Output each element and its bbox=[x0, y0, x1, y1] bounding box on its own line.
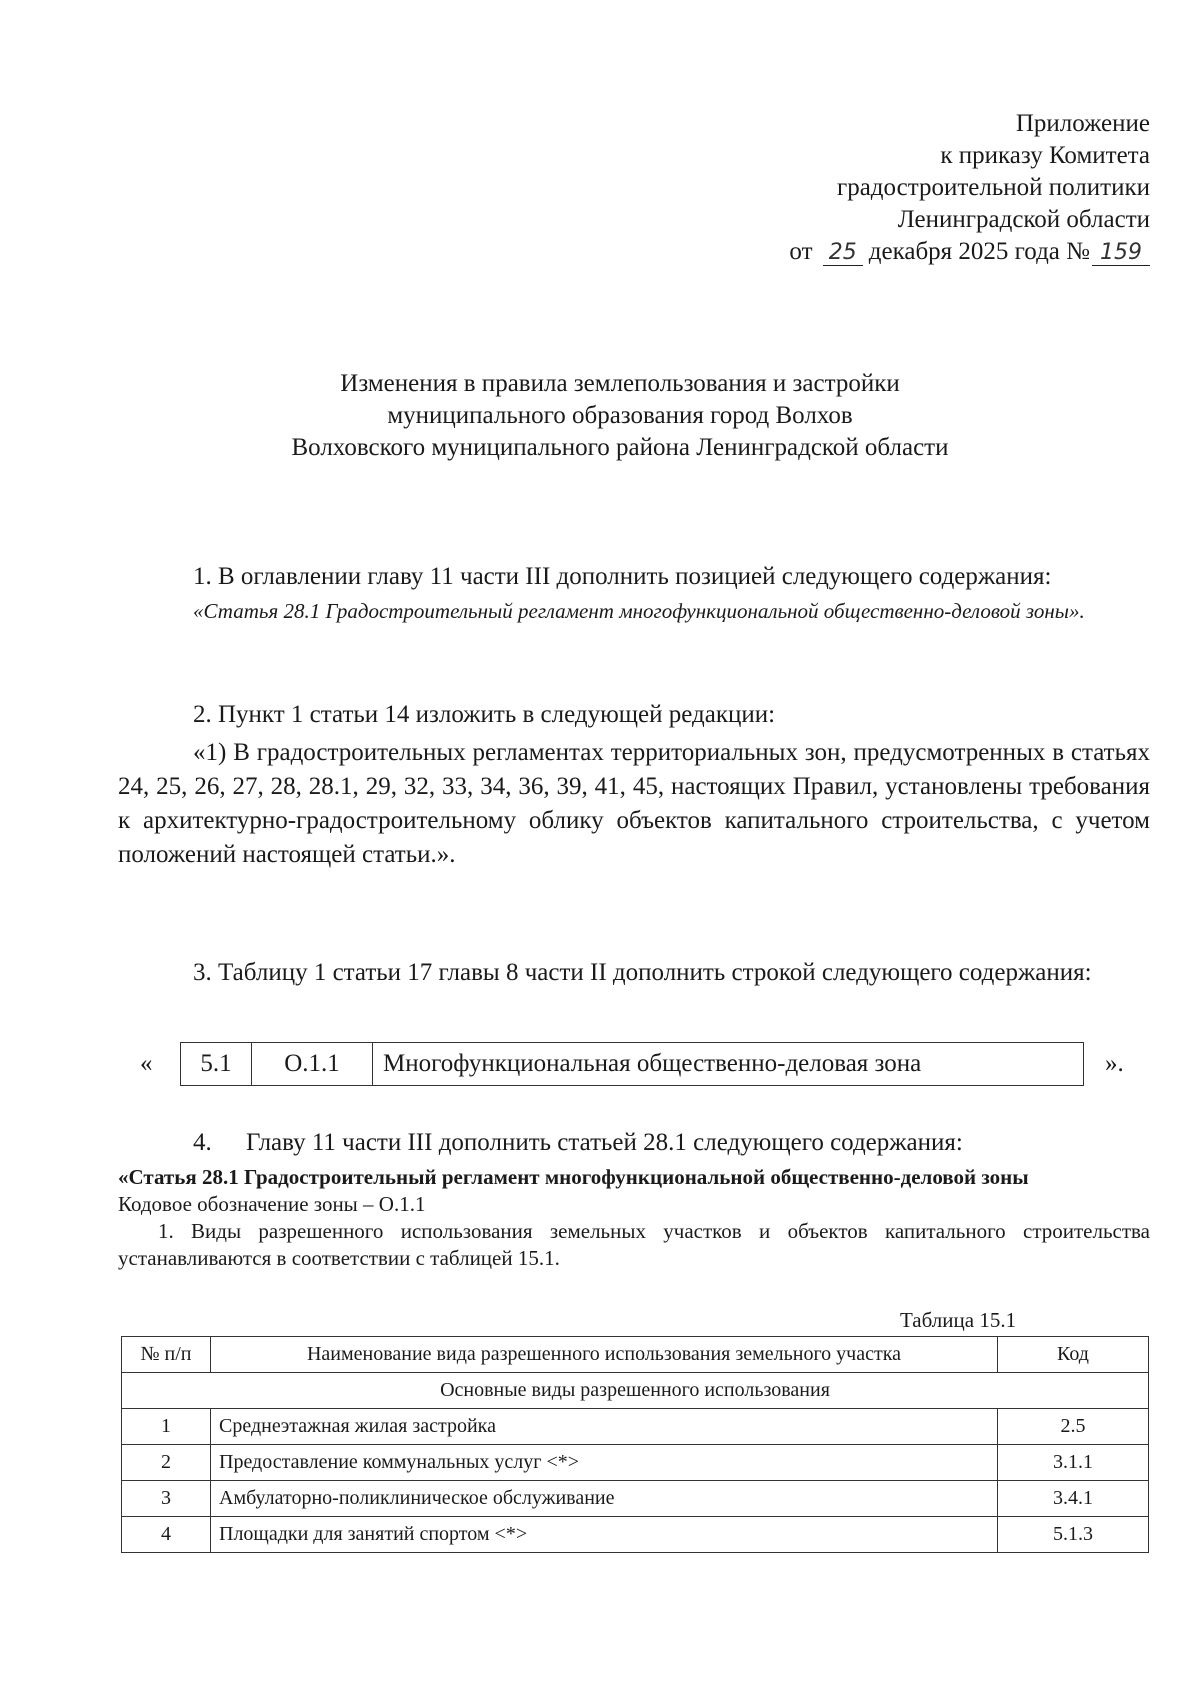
table-row bbox=[122, 1445, 1149, 1481]
header-line: градостроительной политики bbox=[836, 174, 1150, 201]
item-1-text: 1. В оглавлении главу 11 части III дополнить позицией следующего содержания: bbox=[193, 563, 1052, 590]
date-prefix: от bbox=[789, 238, 813, 265]
row-code: 3.4.1 bbox=[998, 1481, 1149, 1517]
zone-row-name: Многофункциональная общественно-деловая зона bbox=[373, 1043, 1084, 1086]
row-num: 3 bbox=[122, 1481, 211, 1517]
approval-header bbox=[789, 108, 1150, 268]
article-block bbox=[118, 1164, 1150, 1272]
item-1-quote: «Статья 28.1 Градостроительный регламент многофункциональной общественно-деловой зоны». bbox=[193, 599, 1085, 623]
item-4-line bbox=[118, 1126, 1150, 1160]
item-4 bbox=[118, 1126, 1150, 1160]
row-name: Площадки для занятий спортом <*> bbox=[211, 1517, 998, 1553]
quote-open: « bbox=[140, 1050, 153, 1077]
handwritten-day: 25 bbox=[823, 241, 863, 266]
header-line: Ленинградской области bbox=[897, 206, 1150, 233]
zone-row-insert bbox=[140, 1042, 1140, 1086]
table-section-row bbox=[122, 1373, 1149, 1409]
item-4-number: 4. bbox=[193, 1129, 212, 1156]
row-name: Среднеэтажная жилая застройка bbox=[211, 1409, 998, 1445]
row-name: Предоставление коммунальных услуг <*> bbox=[211, 1445, 998, 1481]
row-num: 1 bbox=[122, 1409, 211, 1445]
item-3-text: 3. Таблицу 1 статьи 17 главы 8 части II дополнить строкой следующего содержания: bbox=[193, 959, 1092, 986]
column-header: Код bbox=[998, 1337, 1149, 1373]
handwritten-order-number: 159 bbox=[1092, 241, 1150, 266]
table-row bbox=[122, 1409, 1149, 1445]
article-point-1: 1. Виды разрешенного использования земельных участков и объектов капитального строительства устанавливаются в соответствии с таблицей 15.1. bbox=[118, 1219, 1150, 1270]
header-line: к приказу Комитета bbox=[940, 142, 1150, 169]
row-num: 2 bbox=[122, 1445, 211, 1481]
title-line: муниципального образования город Волхов bbox=[387, 402, 853, 429]
zone-row-code: О.1.1 bbox=[252, 1043, 373, 1086]
item-2 bbox=[118, 698, 1150, 872]
document-title bbox=[240, 368, 1000, 464]
item-3 bbox=[118, 956, 1150, 990]
table-row bbox=[122, 1481, 1149, 1517]
item-1 bbox=[118, 560, 1150, 628]
article-title: «Статья 28.1 Градостроительный регламент многофункциональной общественно-деловой зоны bbox=[118, 1165, 1029, 1189]
header-date-line bbox=[789, 236, 1150, 268]
table-header-row bbox=[122, 1337, 1149, 1373]
zone-row-table bbox=[180, 1042, 1084, 1086]
row-name: Амбулаторно-поликлиническое обслуживание bbox=[211, 1481, 998, 1517]
row-code: 3.1.1 bbox=[998, 1445, 1149, 1481]
row-code: 5.1.3 bbox=[998, 1517, 1149, 1553]
item-2-text: 2. Пункт 1 статьи 14 изложить в следующей редакции: bbox=[193, 701, 776, 728]
item-4-text: Главу 11 части III дополнить статьей 28.1 следующего содержания: bbox=[246, 1129, 963, 1156]
permitted-use-table bbox=[121, 1336, 1149, 1553]
row-code: 2.5 bbox=[998, 1409, 1149, 1445]
title-line: Изменения в правила землепользования и застройки bbox=[340, 370, 900, 397]
row-num: 4 bbox=[122, 1517, 211, 1553]
column-header: Наименование вида разрешенного использования земельного участка bbox=[211, 1337, 998, 1373]
column-header: № п/п bbox=[122, 1337, 211, 1373]
zone-row-num: 5.1 bbox=[181, 1043, 252, 1086]
item-2-quote: «1) В градостроительных регламентах территориальных зон, предусмотренных в статьях 24, 25, 26, 27, 28, 28.1, 29, 32, 33, 34, 36, 39, 41, 45, настоящих Правил, установлены требования к архитектурно-градостроительному облику объектов капитального строительства, с учетом положений настоящей статьи.». bbox=[118, 739, 1150, 868]
date-mid: декабря 2025 года № bbox=[868, 238, 1090, 265]
zone-code: Кодовое обозначение зоны – О.1.1 bbox=[118, 1192, 426, 1216]
header-line: Приложение bbox=[1015, 110, 1150, 137]
table-caption: Таблица 15.1 bbox=[900, 1308, 1017, 1332]
table-row bbox=[122, 1517, 1149, 1553]
title-line: Волховского муниципального района Ленинградской области bbox=[291, 434, 949, 461]
table-row bbox=[181, 1043, 1084, 1086]
section-title: Основные виды разрешенного использования bbox=[122, 1373, 1149, 1409]
quote-close: ». bbox=[1105, 1050, 1124, 1077]
